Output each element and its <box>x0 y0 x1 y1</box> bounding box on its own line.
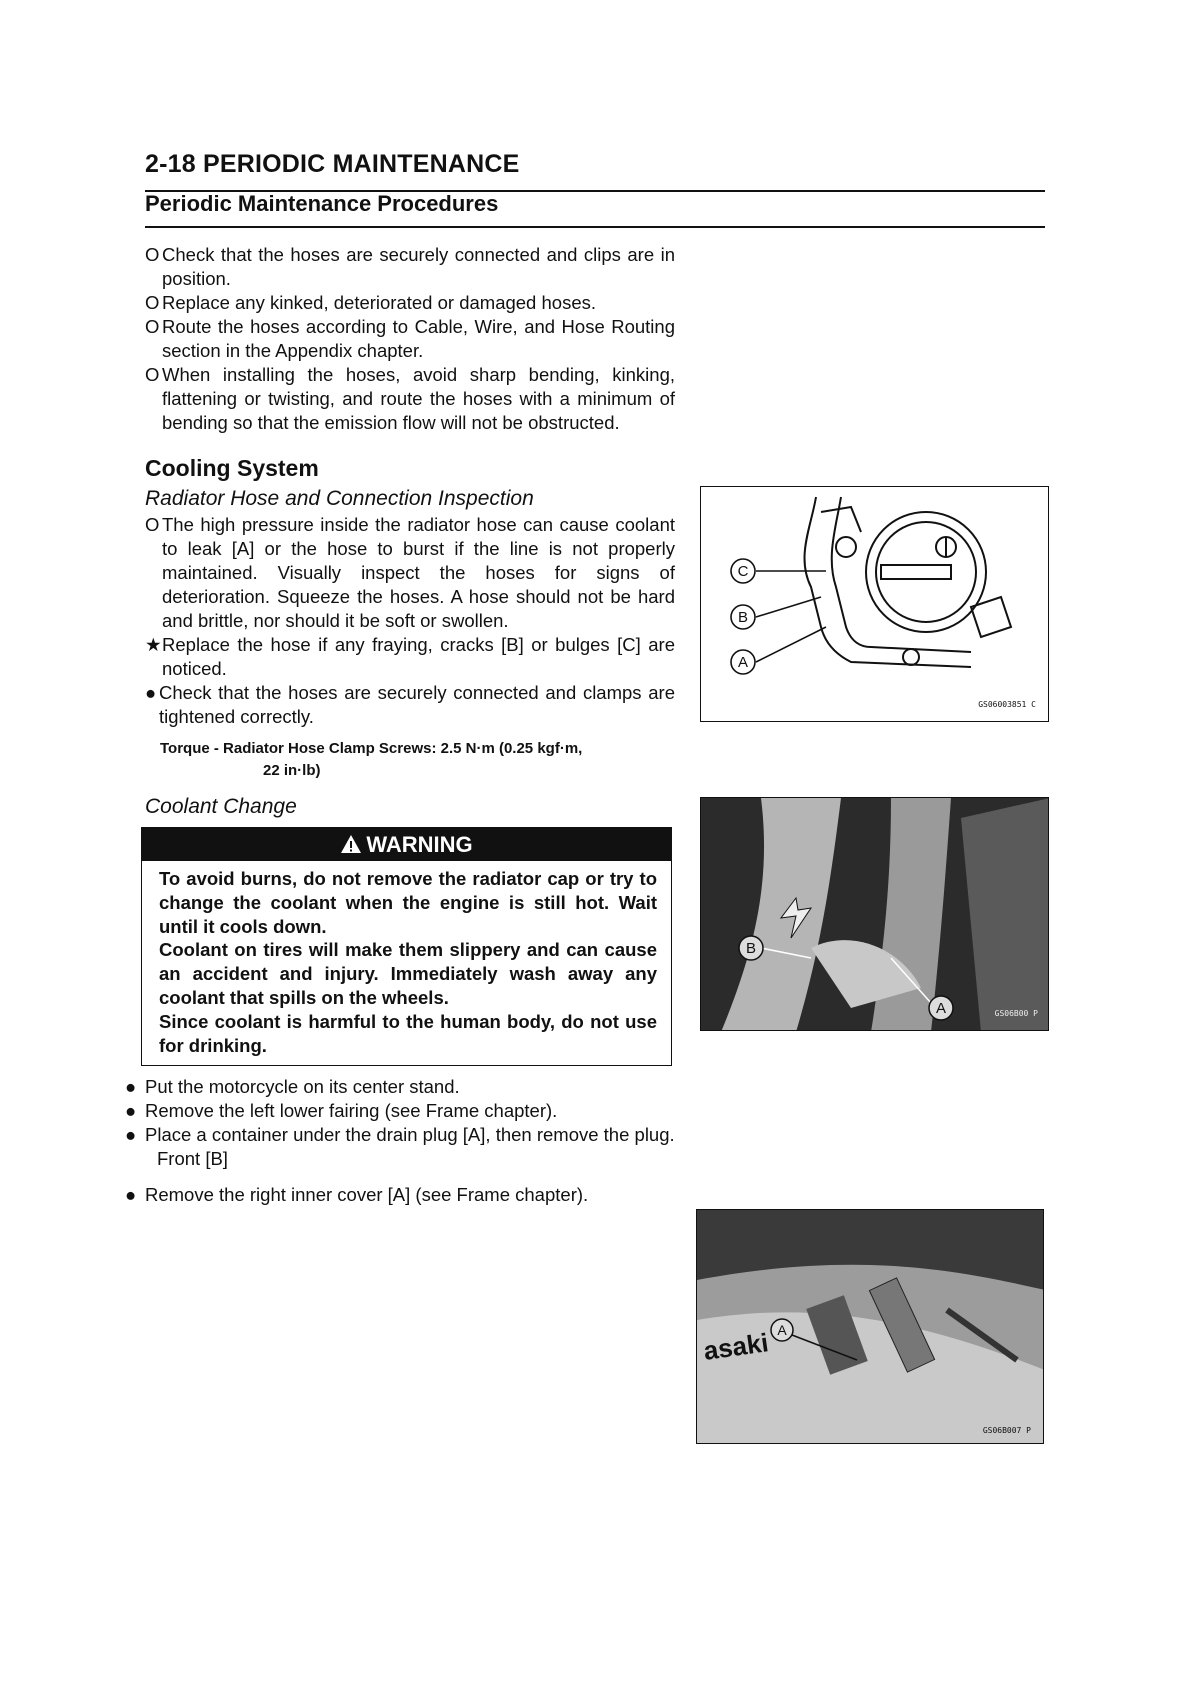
list-item: ● Remove the left lower fairing (see Frame chapter). <box>125 1100 558 1121</box>
warning-paragraph: Since coolant is harmful to the human body, do not use for drinking. <box>159 1010 657 1056</box>
drain-plug-photo <box>700 797 1049 1031</box>
torque-line: 22 in·lb) <box>263 762 321 779</box>
figure-code: GS06003851 C <box>978 700 1036 709</box>
figure-code: GS06B007 P <box>982 1426 1031 1435</box>
callout-b: B <box>737 609 749 626</box>
torque-spec <box>160 738 680 782</box>
list-item: ★ Replace the hose if any fraying, cracks [B] or bulges [C] are noticed. <box>145 634 675 679</box>
callout-b: B <box>745 940 757 957</box>
list-item: ● Place a container under the drain plug [A], then remove the plug. <box>125 1124 675 1145</box>
inner-cover-photo <box>696 1209 1044 1444</box>
callout-a: A <box>737 654 749 671</box>
coolant-steps <box>125 1075 675 1207</box>
coolant-change-subheading: Coolant Change <box>145 795 297 818</box>
front-note: Front [B] <box>157 1148 228 1169</box>
list-item: O When installing the hoses, avoid sharp bending, kinking, flattening or twisting, and route the hoses with a minimum of bending so that the emission flow will not be obstructed. <box>145 364 675 433</box>
torque-line: Torque - Radiator Hose Clamp Screws: 2.5 N·m (0.25 kgf·m, <box>160 740 583 757</box>
inner-cover-illustration <box>697 1210 1044 1444</box>
list-item: O Check that the hoses are securely connected and clips are in position. <box>145 244 675 289</box>
warning-box <box>141 827 672 1066</box>
warning-triangle-icon <box>340 834 362 854</box>
list-item: ● Check that the hoses are securely connected and clamps are tightened correctly. <box>145 682 675 727</box>
hose-inspection-subheading: Radiator Hose and Connection Inspection <box>145 487 534 510</box>
callout-c: C <box>737 563 749 580</box>
inspection-list <box>145 513 675 729</box>
warning-label: WARNING <box>366 832 473 857</box>
warning-text <box>159 867 657 1057</box>
warning-paragraph: To avoid burns, do not remove the radiator cap or try to change the coolant when the engine is still hot. Wait until it cools down. <box>159 868 657 937</box>
cooling-system-heading: Cooling System <box>145 455 319 481</box>
figure-code: GS06B00 P <box>994 1009 1038 1018</box>
engine-line-drawing <box>701 487 1049 722</box>
list-item: O Replace any kinked, deteriorated or damaged hoses. <box>145 292 596 313</box>
section-title: Periodic Maintenance Procedures <box>145 191 499 216</box>
list-item: ● Remove the right inner cover [A] (see Frame chapter). <box>125 1184 589 1205</box>
section-rule <box>145 226 1045 228</box>
warning-header <box>142 828 671 861</box>
brand-lettering: asaki <box>701 1327 771 1366</box>
warning-paragraph: Coolant on tires will make them slippery and can cause an accident and injury. Immediately wash away any coolant that spills on the wheels. <box>159 939 657 1008</box>
chapter-title: 2-18 PERIODIC MAINTENANCE <box>145 150 520 178</box>
callout-a: A <box>777 1322 787 1338</box>
drain-plug-illustration <box>701 798 1049 1031</box>
list-item: O Route the hoses according to Cable, Wire, and Hose Routing section in the Appendix chapter. <box>145 316 675 361</box>
list-item: O The high pressure inside the radiator hose can cause coolant to leak [A] or the hose to burst if the line is not properly maintained. Visually inspect the hoses for signs of deterioration. Squeeze the hoses. A hose should not be hard and brittle, nor should it be soft or swollen. <box>145 514 675 631</box>
list-item: ● Put the motorcycle on its center stand. <box>125 1076 460 1097</box>
callout-a: A <box>935 1000 947 1017</box>
intro-list <box>145 243 675 435</box>
radiator-hose-diagram <box>700 486 1049 722</box>
